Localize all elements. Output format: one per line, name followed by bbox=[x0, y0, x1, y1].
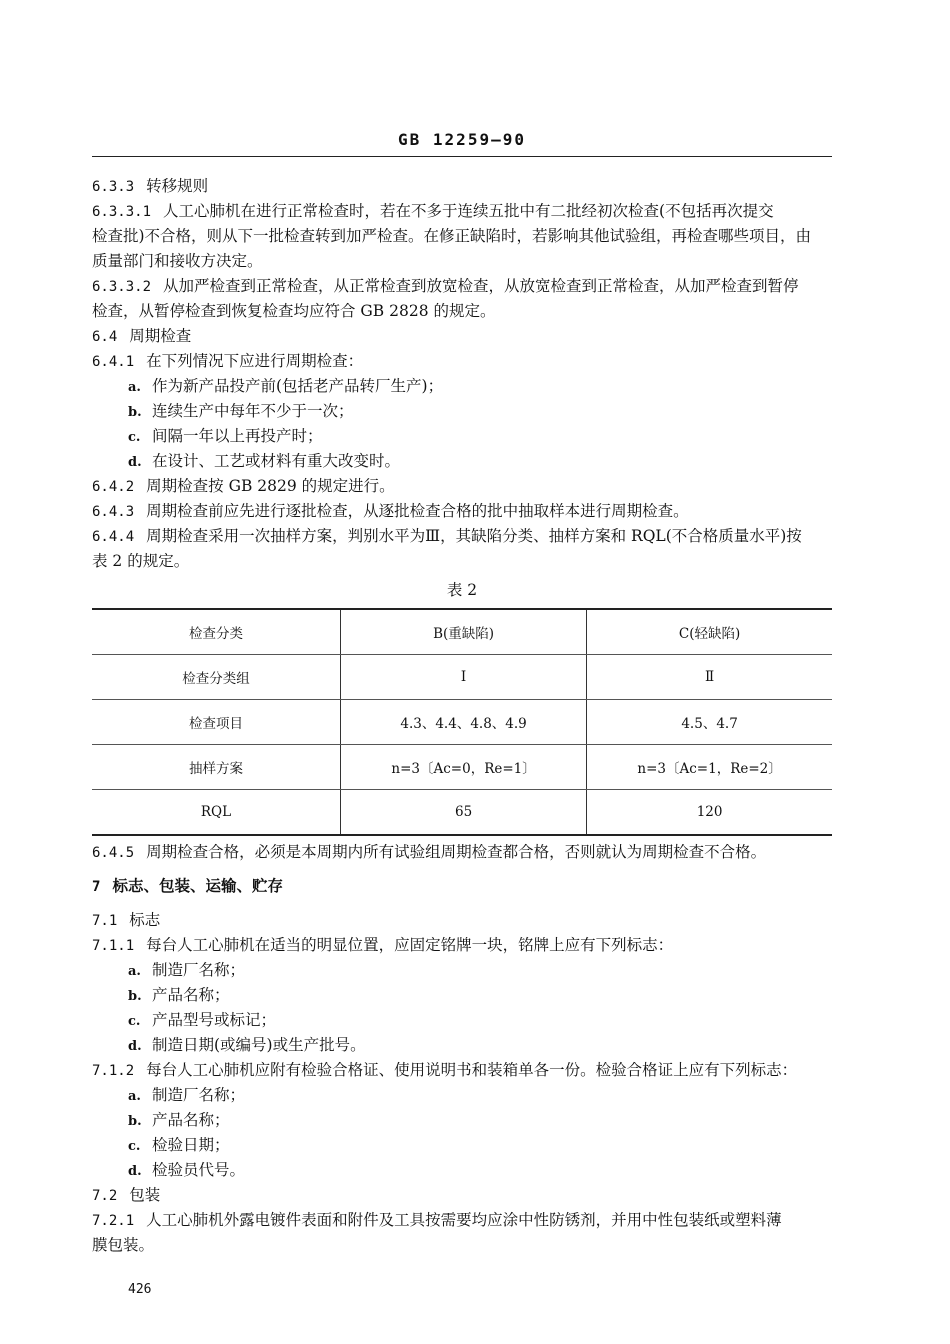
table-cell: Ⅱ bbox=[587, 655, 832, 700]
list-marker: a. bbox=[128, 380, 141, 395]
list-marker: b. bbox=[128, 989, 142, 1004]
clause-6-4-2 bbox=[92, 474, 832, 499]
clause-7-1-1 bbox=[92, 933, 832, 958]
list-marker: a. bbox=[128, 964, 141, 979]
list-item bbox=[92, 1008, 832, 1033]
list-marker: b. bbox=[128, 1114, 142, 1129]
clause-text-continued: 检查批)不合格，则从下一批检查转到加严检查。在修正缺陷时，若影响其他试验组，再检查哪些项目，由 bbox=[92, 227, 812, 245]
clause-number: 7.2.1 bbox=[92, 1213, 135, 1229]
clause-number: 6.4.1 bbox=[92, 354, 135, 370]
table-cell: 抽样方案 bbox=[92, 745, 341, 790]
list-marker: b. bbox=[128, 405, 142, 420]
list-item-text: 检验日期； bbox=[152, 1136, 230, 1154]
list-item-text: 制造厂名称； bbox=[152, 961, 246, 979]
document-body bbox=[92, 174, 832, 1258]
clause-number: 6.3.3.2 bbox=[92, 279, 152, 295]
standard-header: GB 12259—90 bbox=[398, 130, 526, 149]
clause-title: 周期检查 bbox=[129, 327, 192, 345]
clause-text: 周期检查前应先进行逐批检查，从逐批检查合格的批中抽取样本进行周期检查。 bbox=[146, 502, 689, 520]
list-marker: c. bbox=[128, 430, 141, 445]
clause-text: 周期检查采用一次抽样方案，判别水平为Ⅲ，其缺陷分类、抽样方案和 RQL(不合格质量水平)按 bbox=[146, 527, 802, 545]
list-marker: d. bbox=[128, 455, 142, 470]
list-item-text: 产品型号或标记； bbox=[152, 1011, 277, 1029]
clause-number: 6.4.2 bbox=[92, 479, 135, 495]
clause-7-2 bbox=[92, 1183, 832, 1208]
list-marker: c. bbox=[128, 1014, 141, 1029]
clause-7-1-2 bbox=[92, 1058, 832, 1083]
list-item bbox=[92, 1108, 832, 1133]
clause-text: 人工心肺机外露电镀件表面和附件及工具按需要均应涂中性防锈剂，并用中性包装纸或塑料薄 bbox=[146, 1211, 782, 1229]
table-cell: 4.5、4.7 bbox=[587, 700, 832, 745]
clause-number: 6.4 bbox=[92, 329, 118, 345]
list-item bbox=[92, 449, 832, 474]
list-item bbox=[92, 1083, 832, 1108]
page-number: 426 bbox=[128, 1282, 152, 1297]
list-item-text: 连续生产中每年不少于一次； bbox=[152, 402, 354, 420]
list-marker: d. bbox=[128, 1164, 142, 1179]
table-row bbox=[92, 790, 832, 836]
clause-text: 在下列情况下应进行周期检查： bbox=[146, 352, 364, 370]
list-item bbox=[92, 958, 832, 983]
clause-text: 每台人工心肺机在适当的明显位置，应固定铭牌一块，铭牌上应有下列标志： bbox=[146, 936, 674, 954]
table-cell: 120 bbox=[587, 790, 832, 836]
clause-text-continued: 检查，从暂停检查到恢复检查均应符合 GB 2828 的规定。 bbox=[92, 302, 496, 320]
section-title-text: 标志、包装、运输、贮存 bbox=[112, 876, 283, 895]
clause-number: 7 bbox=[92, 879, 101, 895]
list-item-text: 在设计、工艺或材料有重大改变时。 bbox=[152, 452, 401, 470]
list-item-text: 检验员代号。 bbox=[152, 1161, 246, 1179]
inspection-table bbox=[92, 608, 832, 836]
table-cell: 检查分类 bbox=[92, 609, 341, 655]
table-cell: Ⅰ bbox=[341, 655, 587, 700]
table-cell: 65 bbox=[341, 790, 587, 836]
clause-text: 人工心肺机在进行正常检查时，若在不多于连续五批中有二批经初次检查(不包括再次提交 bbox=[163, 202, 774, 220]
clause-title: 转移规则 bbox=[146, 177, 209, 195]
table-row bbox=[92, 655, 832, 700]
header-rule bbox=[92, 156, 832, 157]
list-item bbox=[92, 399, 832, 424]
clause-text: 每台人工心肺机应附有检验合格证、使用说明书和装箱单各一份。检验合格证上应有下列标志： bbox=[146, 1061, 798, 1079]
list-item bbox=[92, 424, 832, 449]
list-item-text: 产品名称； bbox=[152, 1111, 230, 1129]
clause-number: 6.4.4 bbox=[92, 529, 135, 545]
table-cell: 检查分类组 bbox=[92, 655, 341, 700]
clause-number: 6.4.3 bbox=[92, 504, 135, 520]
clause-number: 6.3.3 bbox=[92, 179, 135, 195]
clause-6-4-4 bbox=[92, 524, 832, 549]
clause-number: 7.1.1 bbox=[92, 938, 135, 954]
clause-text: 从加严检查到正常检查，从正常检查到放宽检查，从放宽检查到正常检查，从加严检查到暂停 bbox=[163, 277, 799, 295]
list-item bbox=[92, 1033, 832, 1058]
clause-6-4 bbox=[92, 324, 832, 349]
list-item bbox=[92, 1133, 832, 1158]
clause-6-4-5 bbox=[92, 840, 832, 865]
clause-text-continued: 膜包装。 bbox=[92, 1236, 155, 1254]
table-cell: 4.3、4.4、4.8、4.9 bbox=[341, 700, 587, 745]
clause-6-3-3-2 bbox=[92, 274, 832, 299]
clause-number: 7.1.2 bbox=[92, 1063, 135, 1079]
clause-number: 7.1 bbox=[92, 913, 118, 929]
list-item-text: 制造日期(或编号)或生产批号。 bbox=[152, 1036, 366, 1054]
list-marker: d. bbox=[128, 1039, 142, 1054]
clause-text: 周期检查合格，必须是本周期内所有试验组周期检查都合格，否则就认为周期检查不合格。 bbox=[146, 843, 767, 861]
clause-title: 包装 bbox=[129, 1186, 161, 1204]
table-cell: 检查项目 bbox=[92, 700, 341, 745]
table-row bbox=[92, 700, 832, 745]
list-item-text: 间隔一年以上再投产时； bbox=[152, 427, 323, 445]
clause-7-1 bbox=[92, 908, 832, 933]
clause-7-2-1 bbox=[92, 1208, 832, 1233]
list-item bbox=[92, 374, 832, 399]
table-row bbox=[92, 745, 832, 790]
clause-text: 周期检查按 GB 2829 的规定进行。 bbox=[146, 477, 395, 495]
table-cell: n=3〔Ac=0，Re=1〕 bbox=[341, 745, 587, 790]
clause-number: 7.2 bbox=[92, 1188, 118, 1204]
list-item bbox=[92, 983, 832, 1008]
section-7-title bbox=[92, 873, 832, 898]
table-cell: RQL bbox=[92, 790, 341, 836]
list-item-text: 作为新产品投产前(包括老产品转厂生产)； bbox=[152, 377, 444, 395]
clause-number: 6.4.5 bbox=[92, 845, 135, 861]
table-caption: 表 2 bbox=[446, 581, 478, 599]
table-row bbox=[92, 609, 832, 655]
table-cell: n=3〔Ac=1，Re=2〕 bbox=[587, 745, 832, 790]
list-item bbox=[92, 1158, 832, 1183]
clause-number: 6.3.3.1 bbox=[92, 204, 152, 220]
list-item-text: 产品名称； bbox=[152, 986, 230, 1004]
clause-6-4-1 bbox=[92, 349, 832, 374]
clause-title: 标志 bbox=[129, 911, 161, 929]
table-cell: C(轻缺陷) bbox=[587, 609, 832, 655]
clause-6-4-3 bbox=[92, 499, 832, 524]
clause-text-continued: 表 2 的规定。 bbox=[92, 552, 190, 570]
clause-6-3-3 bbox=[92, 174, 832, 199]
list-item-text: 制造厂名称； bbox=[152, 1086, 246, 1104]
list-marker: c. bbox=[128, 1139, 141, 1154]
clause-text-continued: 质量部门和接收方决定。 bbox=[92, 252, 263, 270]
list-marker: a. bbox=[128, 1089, 141, 1104]
table-cell: B(重缺陷) bbox=[341, 609, 587, 655]
clause-6-3-3-1 bbox=[92, 199, 832, 224]
